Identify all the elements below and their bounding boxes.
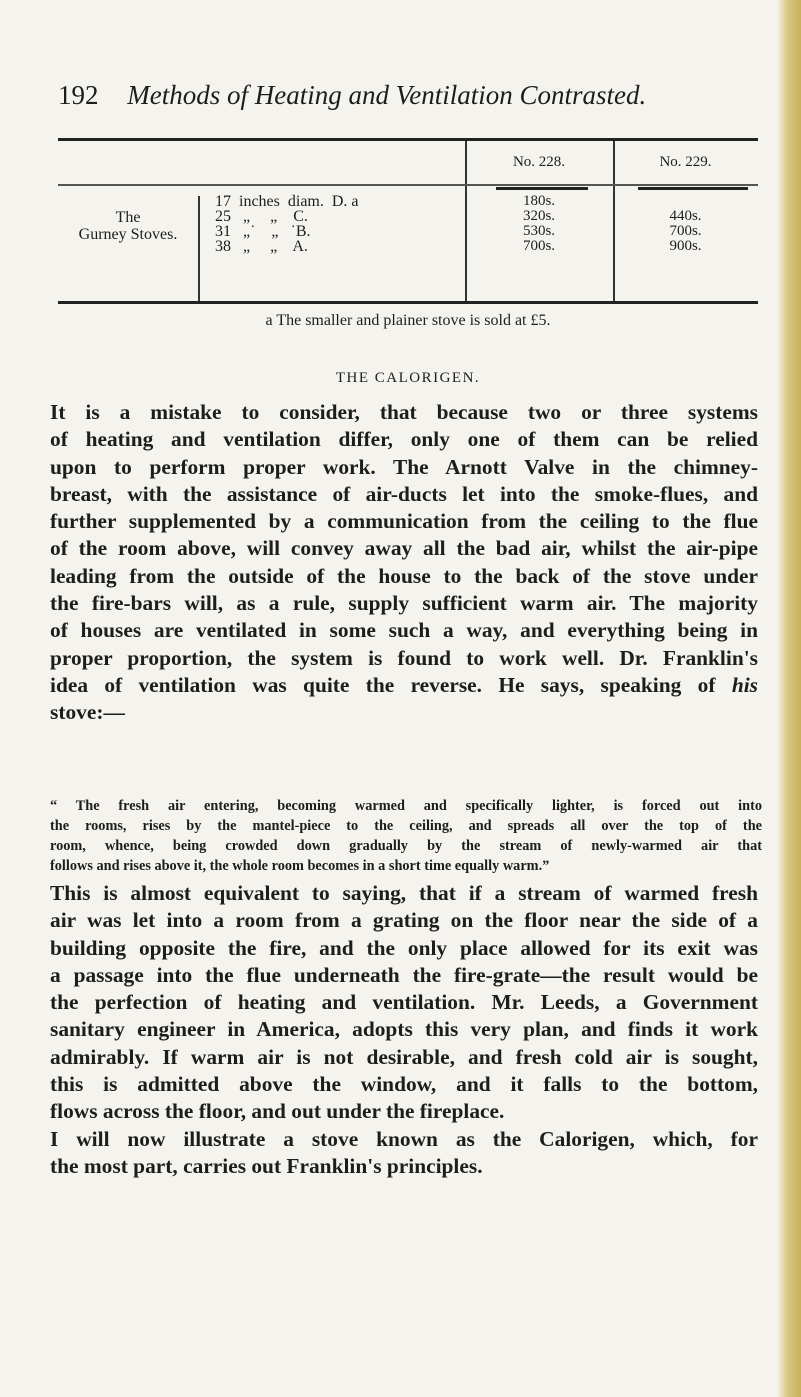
size-row: 31 „˙ „ ˙B. [215, 223, 311, 240]
price-cell: 700s. [669, 223, 702, 239]
column-rule [496, 187, 588, 190]
stove-sizes [215, 194, 415, 254]
size-row: 25 „ „ C. [215, 208, 308, 225]
franklin-quote: “ The fresh air entering, becoming warmed and specifically lighter, is forced out into the rooms, rises by the mantel-piece to the ceiling, and spreads all over the top of the room, whence, being crowded down gradually by the stream of newly-warmed air that follows and rises above it, the whole room becomes in a short time equally warm.” [50, 798, 762, 874]
paragraph-2: This is almost equivalent to saying, that if a stream of warmed fresh air was let into a room from a grating on the floor near the side of a building opposite the fire, and the only place allowed for its exit was a passage into the flue underneath the fire-grate—the result would be the perfection of heating and ventilation. Mr. Leeds, a Government sanitary engineer in America, adopts this very plan, and finds it work admirably. If warm air is not desirable, and fresh cold air is sought, this is admitted above the window, and it falls to the bottom, flows across the floor, and out under the fireplace. [50, 881, 758, 1124]
paragraph-1: It is a mistake to consider, that because two or three systems of heating and ventilation differ, only one of them can be relied upon to perform proper work. The Arnott Valve in the chimney- breast, with the assistance of air-ducts let into the smoke-flues, and further supplemented by a communication from the ceiling to the flue of the room above, will convey away all the bad air, whilst the air-pipe leading from the outside of the house to the back of the stove under the fire-bars will, as a rule, supply sufficient warm air. The majority of houses are ventilated in some such a way, and everything being in proper proportion, the system is found to work well. Dr. Franklin's idea of ventilation was quite the reverse. He says, speaking of his stove:— [50, 400, 758, 725]
prices-no228 [465, 194, 613, 254]
table-divider [198, 196, 200, 301]
size-row: 17 inches diam. D. a [215, 193, 359, 210]
price-cell: 700s. [522, 238, 556, 254]
running-title: Methods of Heating and Ventilation Contrasted. [127, 80, 647, 110]
size-row: 38 „ „ A. [215, 238, 308, 255]
price-cell: 440s. [669, 208, 702, 224]
column-header-no229: No. 229. [659, 154, 712, 170]
page-number: 192 [58, 80, 99, 110]
page-edge-shadow [777, 0, 801, 1397]
price-cell: 320s. [522, 208, 556, 224]
column-header-no228: No. 228. [512, 154, 566, 170]
column-rule [638, 187, 748, 190]
page-header [58, 80, 758, 120]
table-footnote: a The smaller and plainer stove is sold at £5. [265, 312, 551, 329]
price-cell: 900s. [669, 238, 702, 254]
price-cell: 530s. [522, 223, 556, 239]
section-heading: THE CALORIGEN. [335, 370, 481, 386]
row-label: The Gurney Stoves. [78, 209, 178, 243]
paragraph-3: I will now illustrate a stove known as the Calorigen, which, for the most part, carries out Franklin's principles. [50, 1127, 758, 1179]
prices-no229 [613, 209, 758, 254]
price-cell: 180s. [522, 193, 556, 209]
table-rule [58, 184, 758, 186]
price-table [58, 138, 758, 304]
